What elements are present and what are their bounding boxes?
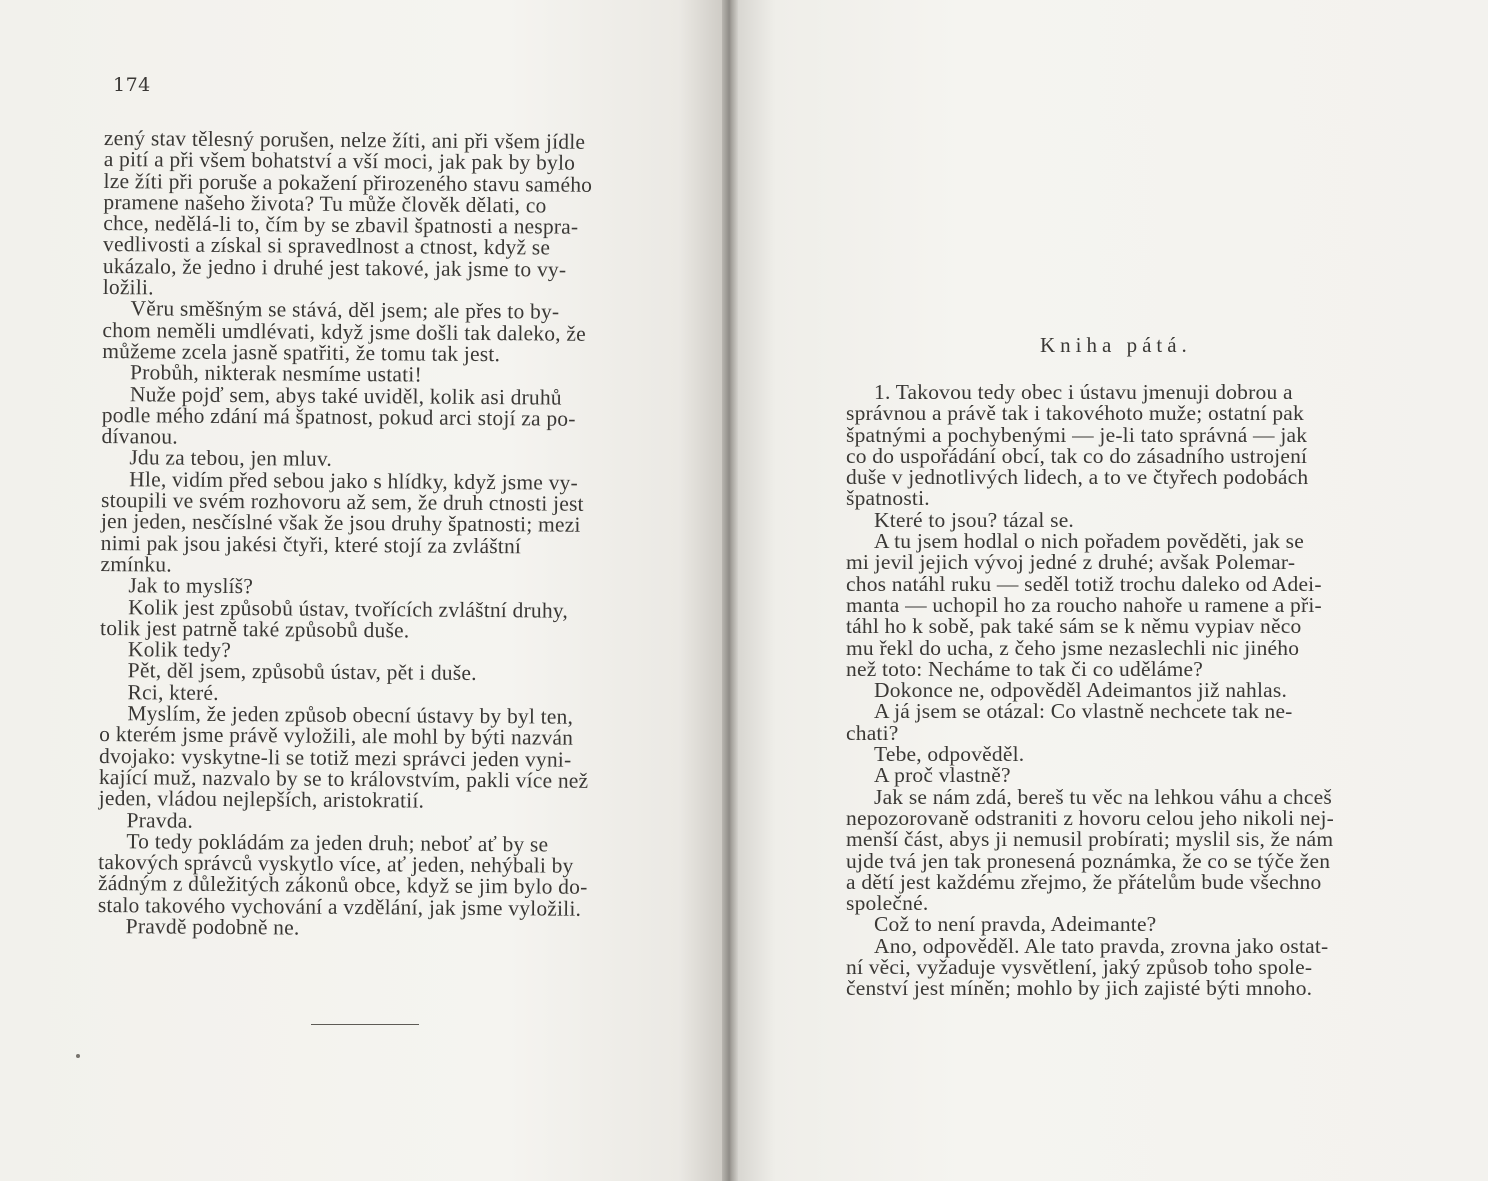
text-line: o kterém jsme právě vyložili, ale mohl by býti nazván	[99, 722, 574, 751]
text-line: menší část, abys ji nemusil probírati; myslil sis, že nám	[846, 827, 1334, 852]
text-line: Dokonce ne, odpověděl Adeimantos již nahlas.	[874, 678, 1288, 703]
text-line: žádným z důležitých zákonů obce, když se jim bylo do-	[97, 871, 588, 900]
book-gutter	[722, 0, 738, 1181]
text-line: jeden, vládou nejlepších, aristokratií.	[98, 786, 425, 813]
text-line: Což to není pravda, Adeimante?	[874, 912, 1157, 937]
text-line: Jak to myslíš?	[128, 573, 254, 599]
text-line: ní věci, vyžaduje vysvětlení, jaký způsob toho spole-	[846, 955, 1313, 980]
text-line: Myslím, že jeden způsob obecní ústavy by byl ten,	[127, 701, 574, 729]
text-line: Ano, odpověděl. Ale tato pravda, zrovna jako ostat-	[874, 933, 1329, 958]
left-page	[0, 0, 722, 1181]
text-line: A já jsem se otázal: Co vlastně nechcete tak ne-	[874, 699, 1293, 724]
text-line: a pití a při všem bohatství a vší moci, jak pak by bylo	[103, 147, 576, 175]
text-line: To tedy pokládám za jeden druh; neboť ať by se	[126, 828, 549, 857]
text-line: Nuže pojď sem, abys také uviděl, kolik asi druhů	[129, 381, 562, 410]
text-line: podle mého zdání má špatnost, pokud arci stojí za po-	[101, 402, 576, 431]
text-line: ujde tvá jen tak pronesená poznámka, že co se týče žen	[846, 848, 1331, 873]
text-line: tolik jest patrně také způsobů duše.	[99, 615, 410, 643]
text-line: Rci, které.	[127, 679, 219, 705]
text-line: co do uspořádání obcí, tak co do zásadního ustrojení	[846, 443, 1308, 468]
text-line: společné.	[846, 891, 929, 916]
text-line: stoupili ve svém rozhovoru až sem, že druh ctnosti jest	[100, 488, 584, 516]
text-line: zený stav tělesný porušen, nelze žíti, ani při všem jídle	[103, 126, 586, 154]
text-line: Kolik jest způsobů ústav, tvořících zvláštní druhy,	[128, 594, 569, 623]
text-line: dvojako: vyskytne-li se totiž mezi správci jeden vyni-	[98, 743, 572, 772]
page-number: 174	[113, 74, 151, 96]
text-line: manta — uchopil ho za roucho nahoře u ramene a při-	[846, 592, 1322, 617]
text-line: čenství jest míněn; mohlo by jich zajisté býti mnoho.	[846, 976, 1313, 1001]
text-line: takových správců vyskytlo více, ať jeden, nehýbali by	[98, 850, 574, 878]
text-line: a dětí jest každému zřejmo, že přátelům bude všechno	[846, 869, 1322, 894]
text-line: ukázalo, že jedno i druhé jest takové, jak jsme to vy-	[102, 253, 567, 282]
text-line: můžeme zcela jasně spatřiti, že tomu tak jest.	[102, 338, 501, 367]
text-line: stalo takového vychování a vzdělání, jak jsme vyložili.	[97, 892, 582, 921]
text-line: ložili.	[102, 275, 154, 300]
right-page-text	[846, 382, 1382, 1000]
text-line: než toto: Necháme to tak či co uděláme?	[846, 656, 1204, 681]
text-line: pramene našeho života? Tu může člověk dělati, co	[103, 189, 547, 218]
text-line: chati?	[846, 720, 899, 745]
text-line: Pravda.	[126, 807, 194, 833]
text-line: 1. Takovou tedy obec i ústavu jmenuji dobrou a	[874, 380, 1293, 404]
text-line: A proč vlastně?	[874, 763, 1011, 788]
text-line: nepozorovaně odstraniti z hovoru celou jeho nikoli nej-	[846, 805, 1335, 830]
text-line: dívanou.	[101, 424, 178, 449]
chapter-heading: Kniha pátá.	[1040, 333, 1192, 357]
text-line: Jdu za tebou, jen mluv.	[129, 445, 333, 472]
text-line: Hle, vidím před sebou jako s hlídky, když jsme vy-	[129, 466, 579, 495]
text-line: mu řekl do ucha, z čeho jsme nezaslechli nic jiného	[846, 635, 1300, 660]
text-line: špatnosti.	[846, 486, 930, 511]
text-line: Které to jsou? tázal se.	[874, 507, 1075, 532]
text-line: kající muž, nazvalo by se to královstvím, pakli více než	[98, 764, 589, 793]
text-line: jen jeden, nesčíslné však že jsou druhy špatnosti; mezi	[100, 509, 581, 538]
text-line: Pravdě podobně ne.	[125, 914, 300, 940]
text-line: špatnými a pochybenými — je-li tato správná — jak	[846, 422, 1308, 447]
text-line: Probůh, nikterak nesmíme ustati!	[129, 360, 422, 387]
text-line: chom neměli umdlévati, když jsme došli tak daleko, že	[102, 317, 586, 346]
text-line: Kolik tedy?	[127, 637, 232, 663]
text-line: Tebe, odpověděl.	[874, 742, 1025, 767]
text-line: lze žíti při poruše a pokažení přirozeného stavu samého	[103, 168, 593, 197]
text-line: mi jevil jejich vývoj jedné z druhé; avšak Polemar-	[846, 550, 1296, 575]
text-line: vedlivosti a získal si spravedlnost a ctnost, když se	[102, 232, 551, 260]
section-end-rule	[311, 1024, 419, 1025]
text-line: nimi pak jsou jakési čtyři, které stojí za zvláštní	[100, 530, 522, 558]
text-line: Věru směšným se stává, děl jsem; ale přes to by-	[130, 296, 560, 324]
ink-speck	[76, 1054, 80, 1058]
text-line: správnou a právě tak i takovéhoto muže; ostatní pak	[846, 401, 1304, 426]
text-line: chce, nedělá-li to, čím by se zbavil špatnosti a nespra-	[103, 211, 579, 239]
text-line: chos natáhl ruku — seděl totiž trochu daleko od Adei-	[846, 571, 1322, 596]
text-line: duše v jednotlivých lidech, a to ve čtyřech podobách	[846, 465, 1309, 490]
text-line: Pět, děl jsem, způsobů ústav, pět i duše.	[127, 658, 477, 686]
text-line: táhl ho k sobě, pak také sám se k němu vypiav něco	[846, 614, 1302, 639]
left-page-text	[98, 128, 648, 942]
text-line: zmínku.	[100, 551, 172, 577]
text-line: A tu jsem hodlal o nich pořadem pověděti, jak se	[874, 529, 1304, 554]
text-line: Jak se nám zdá, bereš tu věc na lehkou váhu a chceš	[874, 784, 1332, 809]
